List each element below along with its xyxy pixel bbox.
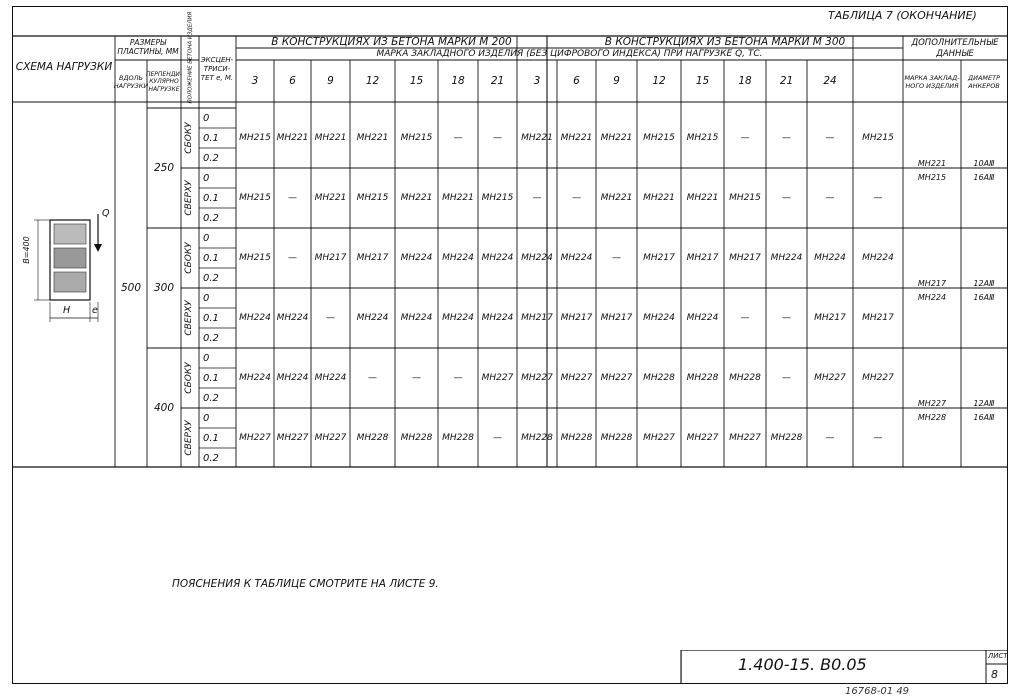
mark-cell: —	[453, 373, 463, 383]
mark-cell: МН217	[560, 313, 593, 323]
mark-cell: —	[288, 193, 297, 203]
eccentricity-value: 0.1	[203, 192, 219, 204]
mark-cell: МН221	[400, 193, 433, 203]
load-header: 3	[533, 75, 541, 87]
table-caption: ТАБЛИЦА 7 (ОКОНЧАНИЕ)	[828, 9, 977, 22]
mark-cell: МН215	[862, 133, 894, 143]
eccentricity-value: 0	[203, 352, 210, 364]
mark-cell: МН224	[560, 253, 593, 263]
load-header: 3	[251, 75, 259, 87]
eccentricity-value: 0.2	[203, 332, 219, 344]
eccentricity-value: 0	[203, 292, 210, 304]
anchor-diameter-value: 16АⅢ	[973, 292, 995, 302]
drawing-width-label: B=400	[22, 236, 31, 264]
mark-cell: МН217	[600, 313, 633, 323]
mark-cell: —	[740, 313, 750, 323]
sheet-label: ЛИСТ	[988, 652, 1008, 660]
eccentricity-value: 0.2	[203, 212, 219, 224]
mark-cell: МН221	[276, 133, 309, 143]
drawing-eccentricity-label: e	[92, 305, 99, 316]
position-label: СБОКУ	[184, 122, 194, 154]
mark-cell: МН221	[521, 133, 553, 143]
mark-cell: МН215	[729, 193, 761, 203]
mark-cell: МН227	[239, 433, 271, 443]
embedded-mark-value: МН221	[917, 158, 947, 168]
mark-cell: —	[326, 313, 335, 323]
mark-cell: МН224	[442, 253, 474, 263]
mark-cell: МН217	[729, 253, 761, 263]
eccentricity-value: 0.1	[203, 432, 219, 444]
eccentricity-value: 0	[203, 412, 210, 424]
mark-cell: МН217	[314, 253, 347, 263]
mark-cell: МН224	[400, 253, 433, 263]
eccentricity-value: 0.1	[203, 372, 219, 384]
eccentricity-value: 0	[203, 232, 210, 244]
mark-cell: МН227	[276, 433, 309, 443]
mark-cell: МН221	[600, 133, 633, 143]
mark-cell: МН224	[770, 253, 803, 263]
mark-cell: —	[782, 313, 791, 323]
mark-cell: МН227	[643, 433, 675, 443]
header-eccentricity: ЭКСЦЕН-ТРИСИ-ТЕТ е, М.	[200, 55, 234, 82]
mark-cell: —	[532, 193, 542, 203]
mark-cell: МН227	[729, 433, 761, 443]
mark-cell: МН228	[770, 433, 803, 443]
mark-cell: МН228	[686, 373, 719, 383]
mark-cell: МН224	[276, 313, 309, 323]
load-header: 12	[652, 75, 666, 87]
embedded-mark-value: МН224	[917, 292, 947, 302]
eccentricity-value: 0.1	[203, 132, 219, 144]
mark-cell: —	[453, 133, 463, 143]
mark-cell: МН215	[239, 253, 271, 263]
mark-cell: МН217	[686, 253, 719, 263]
mark-cell: —	[612, 253, 621, 263]
mark-cell: МН227	[314, 433, 347, 443]
eccentricity-value: 0.2	[203, 272, 219, 284]
mark-cell: МН227	[814, 373, 846, 383]
mark-cell: МН215	[481, 193, 514, 203]
load-header: 18	[738, 75, 752, 87]
load-header: 15	[409, 75, 424, 87]
mark-cell: МН228	[521, 433, 553, 443]
mark-cell: МН227	[862, 373, 894, 383]
mark-cell: МН227	[481, 373, 514, 383]
mark-cell: МН224	[481, 253, 514, 263]
mark-cell: МН217	[356, 253, 389, 263]
mark-cell: МН227	[600, 373, 633, 383]
mark-cell: МН215	[239, 193, 271, 203]
load-header: 21	[779, 75, 794, 87]
mark-cell: МН217	[814, 313, 846, 323]
sheet-number: 8	[991, 668, 998, 681]
mark-cell: МН224	[239, 313, 271, 323]
embedded-mark-value: МН217	[917, 278, 947, 288]
mark-cell: МН228	[442, 433, 474, 443]
mark-cell: МН227	[560, 373, 593, 383]
load-header: 21	[490, 75, 505, 87]
embedded-mark-value: МН215	[917, 172, 947, 182]
load-header: 15	[695, 75, 710, 87]
mark-cell: МН224	[814, 253, 846, 263]
anchor-diameter-value: 10АⅢ	[973, 158, 995, 168]
position-label: СВЕРХУ	[184, 300, 194, 336]
mark-cell: МН228	[729, 373, 761, 383]
mark-cell: МН221	[560, 133, 593, 143]
header-anchor-diameter: ДИАМЕТР АНКЕРОВ	[968, 74, 1000, 90]
eccentricity-value: 0.2	[203, 392, 219, 404]
eccentricity-value: 0	[203, 172, 210, 184]
mark-cell: —	[825, 433, 835, 443]
eccentricity-value: 0.1	[203, 252, 219, 264]
table-note: ПОЯСНЕНИЯ К ТАБЛИЦЕ СМОТРИТЕ НА ЛИСТЕ 9.	[172, 578, 439, 590]
mark-cell: —	[493, 133, 502, 143]
mark-cell: МН224	[521, 253, 553, 263]
anchor-diameter-value: 12АⅢ	[973, 398, 995, 408]
load-header: 6	[289, 75, 296, 87]
mark-cell: МН221	[314, 193, 347, 203]
eccentricity-value: 0.1	[203, 312, 219, 324]
plate-across-value: 250	[153, 162, 175, 174]
eccentricity-value: 0.2	[203, 152, 219, 164]
mark-cell: МН221	[600, 193, 633, 203]
load-header: 9	[327, 75, 334, 87]
mark-cell: МН228	[400, 433, 433, 443]
load-header: 24	[823, 75, 837, 87]
archive-number: 16768-01 49	[845, 686, 910, 697]
mark-cell: МН215	[356, 193, 389, 203]
position-label: СВЕРХУ	[184, 420, 194, 456]
mark-cell: МН227	[686, 433, 719, 443]
mark-cell: —	[825, 133, 835, 143]
eccentricity-value: 0	[203, 112, 210, 124]
mark-cell: МН224	[400, 313, 433, 323]
mark-cell: —	[782, 193, 791, 203]
mark-cell: —	[412, 373, 421, 383]
mark-cell: МН221	[442, 193, 474, 203]
mark-cell: МН221	[643, 193, 675, 203]
mark-cell: МН221	[314, 133, 347, 143]
header-embedded-mark: МАРКА ЗАКЛАД-НОГО ИЗДЕЛИЯ	[904, 74, 960, 90]
position-label: СБОКУ	[184, 362, 194, 394]
anchor-diameter-value: 16АⅢ	[973, 172, 995, 182]
header-along: ВДОЛЬ НАГРУЗКИ	[113, 74, 149, 90]
header-group-m300: В КОНСТРУКЦИЯХ ИЗ БЕТОНА МАРКИ М 300	[604, 36, 846, 48]
mark-cell: МН221	[686, 193, 719, 203]
mark-cell: МН217	[521, 313, 553, 323]
mark-cell: МН215	[400, 133, 433, 143]
mark-cell: —	[825, 193, 835, 203]
eccentricity-value: 0.2	[203, 452, 219, 464]
mark-cell: МН221	[356, 133, 389, 143]
mark-cell: МН215	[686, 133, 719, 143]
mark-cell: —	[740, 133, 750, 143]
load-header: 9	[613, 75, 620, 87]
anchor-diameter-value: 16АⅢ	[973, 412, 995, 422]
embedded-mark-value: МН227	[917, 398, 947, 408]
header-position: ПОЛОЖЕНИЕ БЕТОНА ИЗДЕЛИЯ	[187, 11, 194, 104]
mark-cell: МН217	[643, 253, 675, 263]
mark-cell: МН224	[643, 313, 675, 323]
header-mark-sub: МАРКА ЗАКЛАДНОГО ИЗДЕЛИЯ (БЕЗ ЦИФРОВОГО ИНДЕКСА) ПРИ НАГРУЗКЕ Q, ТС.	[376, 49, 763, 59]
position-label: СБОКУ	[184, 242, 194, 274]
header-across: ПЕРПЕНДИ-КУЛЯРНО НАГРУЗКЕ	[145, 70, 183, 93]
mark-cell: —	[873, 193, 883, 203]
header-scheme: СХЕМА НАГРУЗКИ	[15, 60, 113, 73]
mark-cell: МН227	[521, 373, 553, 383]
mark-cell: МН228	[600, 433, 633, 443]
header-group-m200: В КОНСТРУКЦИЯХ ИЗ БЕТОНА МАРКИ М 200	[271, 36, 512, 48]
load-header: 18	[451, 75, 465, 87]
mark-cell: МН224	[314, 373, 347, 383]
drawing-code: 1.400-15. В0.05	[738, 655, 867, 674]
mark-cell: —	[572, 193, 581, 203]
mark-cell: МН224	[686, 313, 719, 323]
mark-cell: МН215	[239, 133, 271, 143]
mark-cell: МН217	[862, 313, 894, 323]
mark-cell: МН224	[442, 313, 474, 323]
mark-cell: МН228	[560, 433, 593, 443]
drawing-height-label: H	[63, 305, 71, 316]
mark-cell: —	[782, 373, 791, 383]
plate-across-value: 300	[153, 282, 175, 294]
mark-cell: —	[368, 373, 377, 383]
mark-cell: МН224	[862, 253, 894, 263]
mark-cell: МН228	[643, 373, 675, 383]
position-label: СВЕРХУ	[184, 180, 194, 216]
header-additional: ДОПОЛНИТЕЛЬНЫЕ ДАННЫЕ	[911, 38, 999, 59]
mark-cell: МН224	[356, 313, 389, 323]
mark-cell: —	[873, 433, 883, 443]
plate-along-value: 500	[120, 282, 142, 294]
mark-cell: МН224	[276, 373, 309, 383]
mark-cell: МН224	[481, 313, 514, 323]
drawing-load-label: Q	[102, 208, 110, 219]
embedded-mark-value: МН228	[917, 412, 947, 422]
mark-cell: МН228	[356, 433, 389, 443]
load-header: 12	[365, 75, 380, 87]
mark-cell: МН215	[643, 133, 675, 143]
mark-cell: —	[288, 253, 297, 263]
mark-cell: МН224	[239, 373, 271, 383]
anchor-diameter-value: 12АⅢ	[973, 278, 995, 288]
plate-across-value: 400	[153, 402, 175, 414]
load-header: 6	[573, 75, 580, 87]
mark-cell: —	[493, 433, 502, 443]
header-plate-sizes: РАЗМЕРЫ ПЛАСТИНЫ, ММ	[117, 38, 179, 56]
mark-cell: —	[782, 133, 791, 143]
